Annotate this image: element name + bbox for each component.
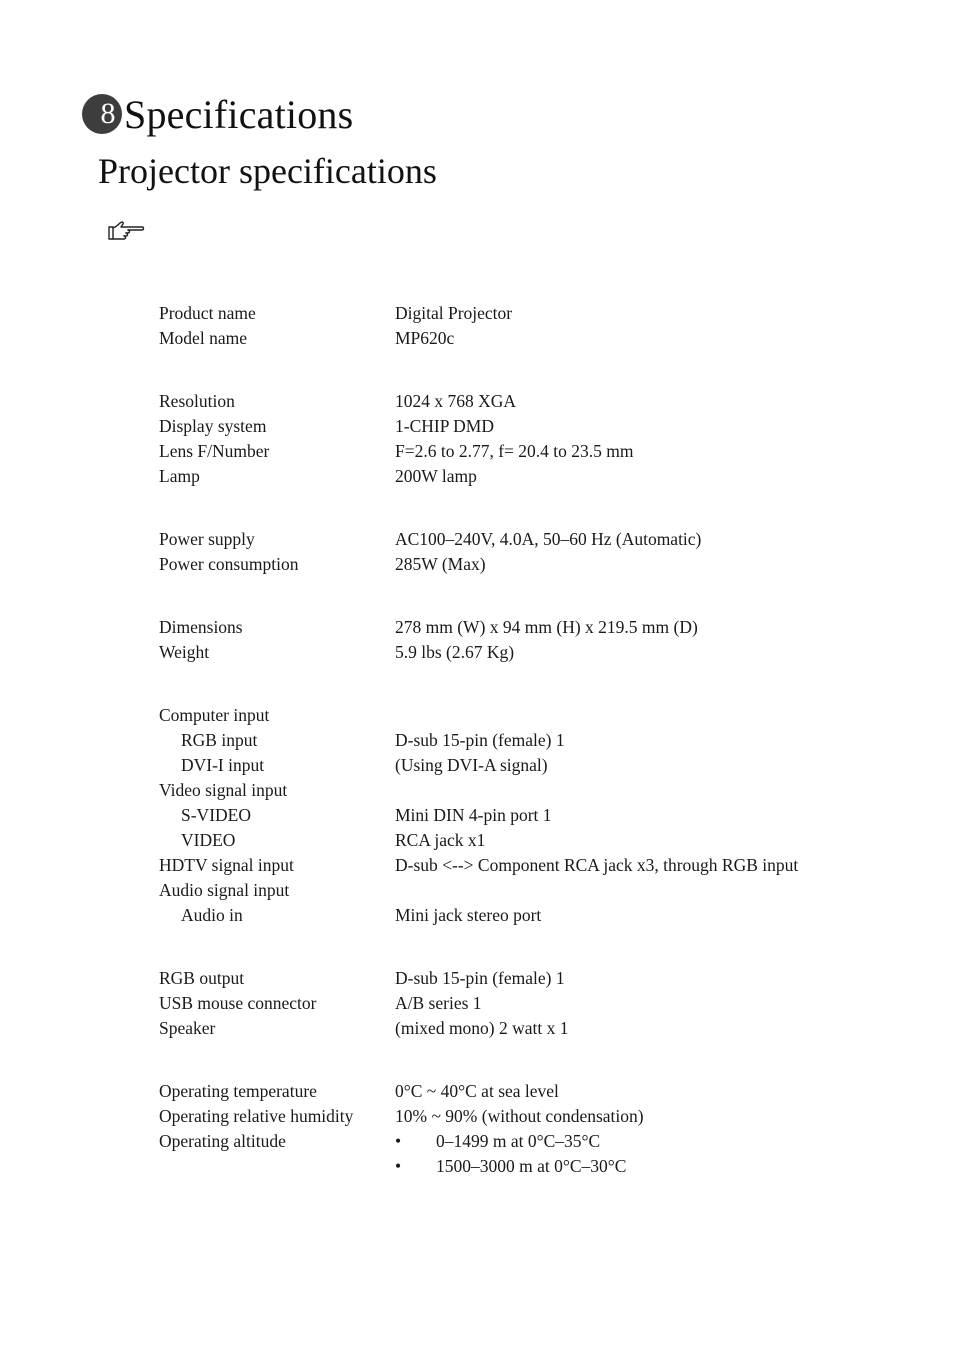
spec-label: Operating relative humidity xyxy=(159,1106,354,1126)
chapter-header xyxy=(82,88,353,140)
spec-table xyxy=(159,301,919,1217)
spec-label: HDTV signal input xyxy=(159,855,294,875)
spec-value: 5.9 lbs (2.67 Kg) xyxy=(395,642,515,662)
spec-label: USB mouse connector xyxy=(159,993,317,1013)
spec-row xyxy=(159,301,919,326)
spec-value: (mixed mono) 2 watt x 1 xyxy=(395,1018,569,1038)
spec-label: Lamp xyxy=(159,466,200,486)
spec-label: Video signal input xyxy=(159,780,288,800)
spec-row xyxy=(159,414,919,439)
spec-row xyxy=(159,878,919,903)
spec-row xyxy=(159,828,919,853)
spec-label: Lens F/Number xyxy=(159,441,270,461)
spec-row xyxy=(159,640,919,665)
spec-value: AC100–240V, 4.0A, 50–60 Hz (Automatic) xyxy=(395,529,702,549)
spec-value: A/B series 1 xyxy=(395,993,482,1013)
spec-value: Mini jack stereo port xyxy=(395,905,542,925)
spec-row xyxy=(159,1079,919,1104)
spec-row xyxy=(159,903,919,928)
spec-value: 1024 x 768 XGA xyxy=(395,391,517,411)
spec-row xyxy=(159,703,919,728)
spec-label: Speaker xyxy=(159,1018,216,1038)
spec-label: Computer input xyxy=(159,705,270,725)
spec-value: 1-CHIP DMD xyxy=(395,416,495,436)
spec-label: Display system xyxy=(159,416,267,436)
spec-value: 10% ~ 90% (without condensation) xyxy=(395,1106,644,1126)
spec-label: VIDEO xyxy=(181,830,236,850)
spec-label: S-VIDEO xyxy=(181,805,251,825)
spec-value: MP620c xyxy=(395,328,455,348)
spec-label: Power supply xyxy=(159,529,255,549)
bullet-text: 1500–3000 m at 0°C–30°C xyxy=(436,1156,627,1176)
chapter-number-badge: 8 xyxy=(82,94,122,134)
spec-label: RGB output xyxy=(159,968,245,988)
spec-row xyxy=(159,326,919,351)
spec-row xyxy=(159,1104,919,1129)
spec-value: 278 mm (W) x 94 mm (H) x 219.5 mm (D) xyxy=(395,617,698,637)
spec-value: F=2.6 to 2.77, f= 20.4 to 23.5 mm xyxy=(395,441,634,461)
spec-group xyxy=(159,615,919,665)
spec-label: Audio signal input xyxy=(159,880,290,900)
spec-label: Product name xyxy=(159,303,256,323)
spec-value: Mini DIN 4-pin port 1 xyxy=(395,805,552,825)
spec-value xyxy=(395,1156,919,1177)
spec-value: RCA jack x1 xyxy=(395,830,486,850)
spec-row xyxy=(159,803,919,828)
bullet-icon: • xyxy=(395,1131,402,1151)
spec-group xyxy=(159,1079,919,1179)
spec-row xyxy=(159,1154,919,1179)
spec-row xyxy=(159,728,919,753)
spec-label: DVI-I input xyxy=(181,755,265,775)
spec-group xyxy=(159,301,919,351)
spec-group xyxy=(159,527,919,577)
spec-row xyxy=(159,464,919,489)
spec-value: 200W lamp xyxy=(395,466,477,486)
spec-value xyxy=(395,1131,919,1152)
spec-value: 285W (Max) xyxy=(395,554,486,574)
spec-row xyxy=(159,1016,919,1041)
bullet-icon: • xyxy=(395,1156,402,1176)
spec-value: Digital Projector xyxy=(395,303,513,323)
spec-value: D-sub <--> Component RCA jack x3, through RGB input xyxy=(395,855,799,875)
spec-value: D-sub 15-pin (female) 1 xyxy=(395,730,565,750)
spec-row xyxy=(159,439,919,464)
spec-value: D-sub 15-pin (female) 1 xyxy=(395,968,565,988)
spec-label: Resolution xyxy=(159,391,235,411)
spec-label: Weight xyxy=(159,642,210,662)
spec-row xyxy=(159,853,919,878)
spec-row xyxy=(159,991,919,1016)
spec-label: Operating temperature xyxy=(159,1081,317,1101)
spec-row xyxy=(159,527,919,552)
spec-row xyxy=(159,753,919,778)
spec-value: (Using DVI-A signal) xyxy=(395,755,548,775)
chapter-title: Specifications xyxy=(124,91,354,137)
spec-group xyxy=(159,389,919,489)
spec-row xyxy=(159,1129,919,1154)
spec-row xyxy=(159,615,919,640)
spec-label: Audio in xyxy=(181,905,243,925)
spec-label: Model name xyxy=(159,328,247,348)
spec-row xyxy=(159,966,919,991)
spec-row xyxy=(159,778,919,803)
spec-group xyxy=(159,966,919,1041)
spec-label: Power consumption xyxy=(159,554,299,574)
spec-row xyxy=(159,552,919,577)
bullet-text: 0–1499 m at 0°C–35°C xyxy=(436,1131,601,1151)
spec-row xyxy=(159,389,919,414)
spec-label: Operating altitude xyxy=(159,1131,286,1151)
spec-label: Dimensions xyxy=(159,617,243,637)
pointing-hand-icon xyxy=(106,218,146,244)
section-title: Projector specifications xyxy=(98,151,437,191)
spec-group xyxy=(159,703,919,928)
spec-value: 0°C ~ 40°C at sea level xyxy=(395,1081,559,1101)
spec-label: RGB input xyxy=(181,730,258,750)
